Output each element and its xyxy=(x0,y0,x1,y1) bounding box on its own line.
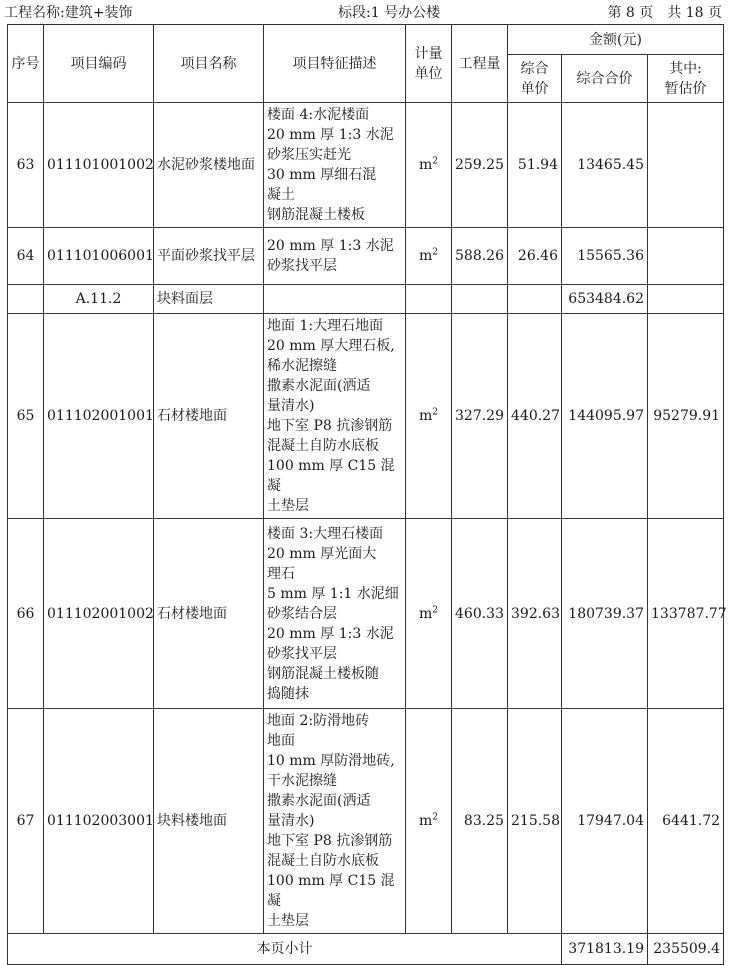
cell-name: 石材楼地面 xyxy=(154,519,264,709)
cell-unit xyxy=(406,228,452,285)
cell-total: 13465.45 xyxy=(562,103,648,228)
cell-name: 平面砂浆找平层 xyxy=(154,228,264,285)
cell-seq: 67 xyxy=(8,709,44,934)
desc-line: 撒素水泥面(洒适 xyxy=(267,793,371,809)
cell-qty: 327.29 xyxy=(452,314,508,519)
cell-estimate xyxy=(648,228,724,285)
unit-exponent: 2 xyxy=(432,812,438,823)
cell-unit xyxy=(406,103,452,228)
cell-code: 011102003001 xyxy=(44,709,154,934)
cell-total: 15565.36 xyxy=(562,228,648,285)
desc-line: 捣随抹 xyxy=(267,685,309,702)
cell-code: 011102001002 xyxy=(44,519,154,709)
cell-code: 011101001002 xyxy=(44,103,154,228)
desc-line: 砂浆结合层 xyxy=(267,605,337,622)
col-header-estimate-line1: 其中: xyxy=(669,60,702,77)
table-row xyxy=(8,519,724,709)
cell-unit xyxy=(406,285,452,314)
cell-unit-price: 51.94 xyxy=(508,103,562,228)
desc-line: 30 mm 厚细石混 xyxy=(267,167,377,183)
cell-name: 水泥砂浆楼地面 xyxy=(154,103,264,228)
desc-line: 地下室 P8 抗渗钢筋 xyxy=(267,833,393,849)
desc-line: 理石 xyxy=(267,565,295,582)
cell-unit xyxy=(406,519,452,709)
col-header-total: 综合合价 xyxy=(562,55,648,103)
table-row xyxy=(8,709,724,934)
desc-line: 楼面 4:水泥楼面 xyxy=(267,107,370,123)
cell-desc xyxy=(264,709,406,934)
col-header-unit xyxy=(406,25,452,103)
desc-line: 稀水泥擦缝 xyxy=(267,358,337,374)
unit-exponent: 2 xyxy=(432,407,438,418)
cell-seq: 66 xyxy=(8,519,44,709)
desc-line: 钢筋混凝土楼板随 xyxy=(267,665,379,682)
cell-seq xyxy=(8,285,44,314)
cell-seq: 63 xyxy=(8,103,44,228)
desc-line: 砂浆找平层 xyxy=(267,645,337,662)
col-header-qty: 工程量 xyxy=(452,25,508,103)
cell-unit xyxy=(406,709,452,934)
desc-line: 100 mm 厚 C15 混凝 xyxy=(267,458,395,494)
unit-base: m xyxy=(418,813,433,829)
desc-line: 地下室 P8 抗渗钢筋 xyxy=(267,418,393,434)
desc-line: 20 mm 厚光面大 xyxy=(267,545,377,562)
desc-line: 地面 xyxy=(267,733,295,749)
cell-total: 180739.37 xyxy=(562,519,648,709)
cell-desc xyxy=(264,103,406,228)
desc-line: 干水泥擦缝 xyxy=(267,773,337,789)
desc-line: 5 mm 厚 1:1 水泥细 xyxy=(267,585,399,602)
desc-line: 凝土 xyxy=(267,187,295,203)
col-header-unit-line1: 计量 xyxy=(414,45,443,62)
cell-qty: 83.25 xyxy=(452,709,508,934)
project-name: 工程名称:建筑+装饰 xyxy=(4,5,133,21)
col-header-estimate-line2: 暂估价 xyxy=(664,80,707,97)
desc-line: 100 mm 厚 C15 混凝 xyxy=(267,873,395,909)
col-header-unit-line2: 单位 xyxy=(414,65,443,82)
col-header-unit-price-line1: 综合 xyxy=(520,60,549,77)
desc-line: 地面 2:防滑地砖 xyxy=(267,713,370,729)
unit-base: m xyxy=(418,408,433,424)
cell-estimate: 6441.72 xyxy=(648,709,724,934)
cell-name: 石材楼地面 xyxy=(154,314,264,519)
col-header-unit-price xyxy=(508,55,562,103)
desc-line: 撒素水泥面(洒适 xyxy=(267,378,371,394)
desc-line: 砂浆压实赶光 xyxy=(267,147,351,163)
cell-qty: 460.33 xyxy=(452,519,508,709)
cell-name: 块料面层 xyxy=(154,285,264,314)
cell-unit-price: 440.27 xyxy=(508,314,562,519)
cell-unit-price: 392.63 xyxy=(508,519,562,709)
desc-line: 土垫层 xyxy=(267,913,309,929)
bill-of-quantities-table xyxy=(7,24,727,965)
col-header-unit-price-line2: 单价 xyxy=(520,80,549,97)
desc-line: 量清水) xyxy=(267,813,315,829)
desc-line: 地面 1:大理石地面 xyxy=(267,318,384,334)
unit-exponent: 2 xyxy=(432,247,438,258)
cell-code: 011101006001 xyxy=(44,228,154,285)
cell-desc xyxy=(264,314,406,519)
col-header-desc: 项目特征描述 xyxy=(264,25,406,103)
subtotal-label: 本页小计 xyxy=(8,934,562,965)
desc-line: 10 mm 厚防滑地砖, xyxy=(267,753,395,769)
cell-unit-price: 215.58 xyxy=(508,709,562,934)
cell-seq: 65 xyxy=(8,314,44,519)
page-subtotal-row xyxy=(8,934,724,965)
cell-desc xyxy=(264,285,406,314)
cell-qty: 588.26 xyxy=(452,228,508,285)
desc-line: 量清水) xyxy=(267,398,315,414)
cell-estimate: 95279.91 xyxy=(648,314,724,519)
table-row xyxy=(8,285,724,314)
desc-line: 20 mm 厚 1:3 水泥 xyxy=(267,625,394,642)
col-header-seq: 序号 xyxy=(8,25,44,103)
col-header-code: 项目编码 xyxy=(44,25,154,103)
cell-estimate xyxy=(648,103,724,228)
cell-code: 011102001001 xyxy=(44,314,154,519)
cell-total: 144095.97 xyxy=(562,314,648,519)
desc-line: 20 mm 厚 1:3 水泥 xyxy=(267,238,394,254)
section-name: 标段:1 号办公楼 xyxy=(338,5,441,21)
desc-line: 混凝土自防水底板 xyxy=(267,438,379,454)
desc-line: 土垫层 xyxy=(267,498,309,514)
cell-qty: 259.25 xyxy=(452,103,508,228)
table-row xyxy=(8,314,724,519)
col-header-estimate xyxy=(648,55,724,103)
unit-base: m xyxy=(418,248,433,264)
desc-line: 砂浆找平层 xyxy=(267,258,337,274)
subtotal-estimate: 235509.4 xyxy=(648,934,724,965)
cell-total: 653484.62 xyxy=(562,285,648,314)
cell-code: A.11.2 xyxy=(44,285,154,314)
desc-line: 20 mm 厚大理石板, xyxy=(267,338,395,354)
table-row xyxy=(8,228,724,285)
cell-unit-price xyxy=(508,285,562,314)
unit-base: m xyxy=(418,157,433,173)
desc-line: 钢筋混凝土楼板 xyxy=(267,207,365,223)
page-header xyxy=(0,0,730,22)
desc-line: 混凝土自防水底板 xyxy=(267,853,379,869)
desc-line: 20 mm 厚 1:3 水泥 xyxy=(267,127,394,143)
desc-line: 楼面 3:大理石楼面 xyxy=(267,525,384,542)
cell-desc xyxy=(264,519,406,709)
cell-seq: 64 xyxy=(8,228,44,285)
unit-exponent: 2 xyxy=(432,604,438,615)
unit-base: m xyxy=(418,605,433,622)
table-row xyxy=(8,103,724,228)
cell-unit xyxy=(406,314,452,519)
table-body xyxy=(8,103,727,934)
cell-estimate: 133787.77 xyxy=(648,519,724,709)
page-number: 第 8 页 共 18 页 xyxy=(607,5,722,21)
cell-qty xyxy=(452,285,508,314)
subtotal-total: 371813.19 xyxy=(562,934,648,965)
col-header-name: 项目名称 xyxy=(154,25,264,103)
cell-name: 块料楼地面 xyxy=(154,709,264,934)
cell-desc xyxy=(264,228,406,285)
cell-unit-price: 26.46 xyxy=(508,228,562,285)
cell-total: 17947.04 xyxy=(562,709,648,934)
cell-estimate xyxy=(648,285,724,314)
col-header-amount: 金额(元) xyxy=(508,25,724,55)
unit-exponent: 2 xyxy=(432,156,438,167)
